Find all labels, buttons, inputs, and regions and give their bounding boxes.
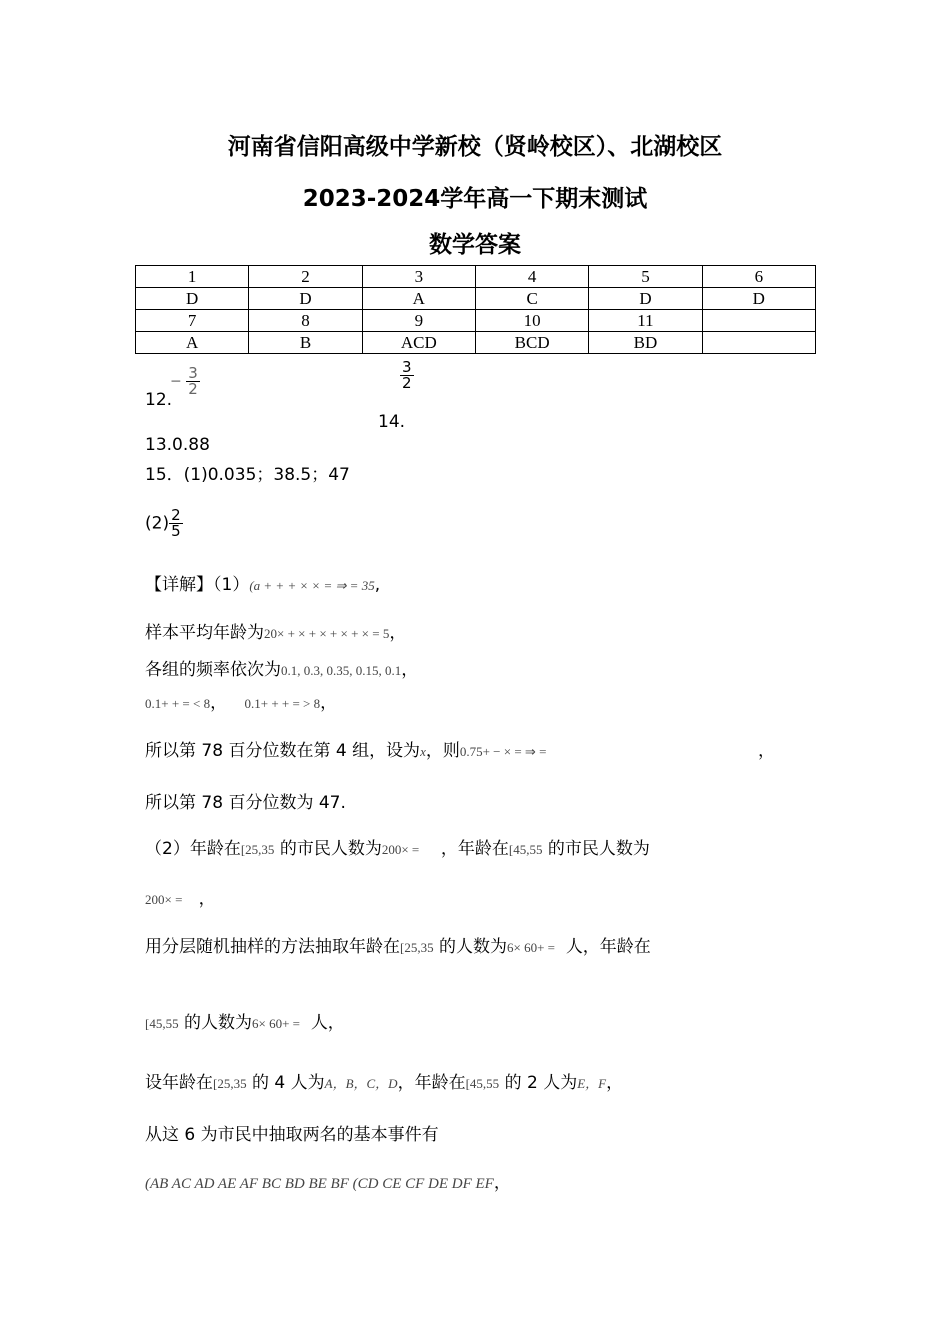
stratified-sampling-line: 用分层随机抽样的方法抽取年龄在[25,35 的人数为6× 60+ = 人，年龄在 <box>145 937 651 957</box>
equation-1: (a + + + × × = ⇒ = 35 <box>249 578 375 593</box>
title-exam: 2023-2024学年高一下期末测试 <box>302 186 648 212</box>
q15-part1: 15．(1)0.035；38.5；47 <box>145 465 350 485</box>
question-number-cell: 1 <box>136 266 249 288</box>
q15-denominator: 5 <box>171 522 181 540</box>
frequency-line: 各组的频率依次为0.1, 0.3, 0.35, 0.15, 0.1， <box>145 660 419 680</box>
events-list-line: (AB AC AD AE AF BC BD BE BF (CD CE CF DE DF EF， <box>145 1173 511 1193</box>
q15-numerator: 2 <box>171 506 181 524</box>
frequency-values: 0.1, 0.3, 0.35, 0.15, 0.1 <box>281 663 402 678</box>
q14-denominator: 2 <box>402 374 412 392</box>
question-number-cell: 5 <box>589 266 702 288</box>
answer-cell: A <box>136 332 249 354</box>
q12-sign: − <box>170 373 182 390</box>
question-number-cell <box>702 310 815 332</box>
people-group-1: A，B，C，D <box>324 1076 398 1091</box>
answer-cell: A <box>362 288 475 310</box>
detail-label: 【详解】（1） <box>145 575 250 595</box>
stratified-sampling-line-2: [45,55 的人数为6× 60+ = 人， <box>145 1013 345 1033</box>
interval-45-55-c: [45,55 <box>465 1076 500 1091</box>
answer-cell: D <box>136 288 249 310</box>
interval-25-35-c: [25,35 <box>213 1076 247 1091</box>
question-number-row <box>136 310 816 332</box>
events-list: (AB AC AD AE AF BC BD BE BF (CD CE CF DE DF EF <box>145 1176 494 1192</box>
part2-count-line: 200× = ， <box>145 889 216 909</box>
question-number-cell: 9 <box>362 310 475 332</box>
answer-cell: D <box>589 288 702 310</box>
q12-denominator: 2 <box>188 380 198 398</box>
percentile-result: 所以第 78 百分位数为 47. <box>145 793 346 813</box>
answer-cell: ACD <box>362 332 475 354</box>
strat-expression-2: 6× 60+ = <box>252 1016 300 1031</box>
answer-cell: BCD <box>475 332 588 354</box>
part2-line: （2）年龄在[25,35 的市民人数为200× = ，年龄在[45,55 的市民人数为 <box>145 839 650 859</box>
question-number-cell: 2 <box>249 266 362 288</box>
question-number-cell: 8 <box>249 310 362 332</box>
q14-fraction <box>400 360 414 391</box>
q13-answer: 13.0.88 <box>145 435 210 455</box>
comparison-1: 0.1+ + = < 8 <box>145 696 211 711</box>
people-group-2: E，F <box>577 1076 607 1091</box>
variable-x: x <box>420 744 426 759</box>
title-school: 河南省信阳高级中学新校（贤岭校区）、北湖校区 <box>227 134 723 160</box>
title-answer-key: 数学答案 <box>429 232 521 258</box>
q15-part2-label: (2) <box>145 513 170 534</box>
answer-cell: B <box>249 332 362 354</box>
percentile-expression: 0.75+ − × = ⇒ = <box>459 744 547 759</box>
mean-expression: 20× + × + × + × + × = 5 <box>264 626 390 641</box>
sample-mean-line: 样本平均年龄为20× + × + × + × + × = 5， <box>145 623 407 643</box>
question-number-cell: 6 <box>702 266 815 288</box>
comparison-line: 0.1+ + = < 8， 0.1+ + + = > 8， <box>145 693 338 713</box>
answer-cell: D <box>249 288 362 310</box>
answer-cell: D <box>702 288 815 310</box>
q15-part2 <box>145 508 183 539</box>
q14-label: 14. <box>378 412 406 432</box>
people-assignment-line: 设年龄在[25,35 的 4 人为A，B，C，D，年龄在[45,55 的 2 人为E，F， <box>145 1073 624 1093</box>
question-number-cell: 4 <box>475 266 588 288</box>
answer-cell: C <box>475 288 588 310</box>
q14-numerator: 3 <box>402 358 412 376</box>
interval-25-35-b: [25,35 <box>400 940 434 955</box>
question-number-cell: 3 <box>362 266 475 288</box>
question-number-row <box>136 266 816 288</box>
events-label: 从这 6 为市民中抽取两名的基本事件有 <box>145 1125 439 1145</box>
solution-part1-equation: 【详解】（1）(a + + + × × = ⇒ = 35, <box>145 575 381 595</box>
percentile-line: 所以第 78 百分位数在第 4 组，设为x，则0.75+ − × = ⇒ = ， <box>145 741 775 761</box>
answer-row <box>136 288 816 310</box>
q12-label: 12. <box>145 390 173 410</box>
interval-25-35: [25,35 <box>240 842 275 857</box>
answer-cell: BD <box>589 332 702 354</box>
comparison-2: 0.1+ + + = > 8 <box>244 696 321 711</box>
q12-numerator: 3 <box>188 364 198 382</box>
answer-cell <box>702 332 815 354</box>
strat-expression-1: 6× 60+ = <box>507 940 555 955</box>
interval-45-55: [45,55 <box>508 842 543 857</box>
question-number-cell: 11 <box>589 310 702 332</box>
answer-row <box>136 332 816 354</box>
count-expression-1: 200× = <box>381 842 420 857</box>
q12-fraction <box>170 366 200 397</box>
question-number-cell: 7 <box>136 310 249 332</box>
answer-table <box>135 265 816 354</box>
interval-45-55-b: [45,55 <box>145 1016 179 1031</box>
count-expression-2: 200× = <box>145 892 183 907</box>
question-number-cell: 10 <box>475 310 588 332</box>
